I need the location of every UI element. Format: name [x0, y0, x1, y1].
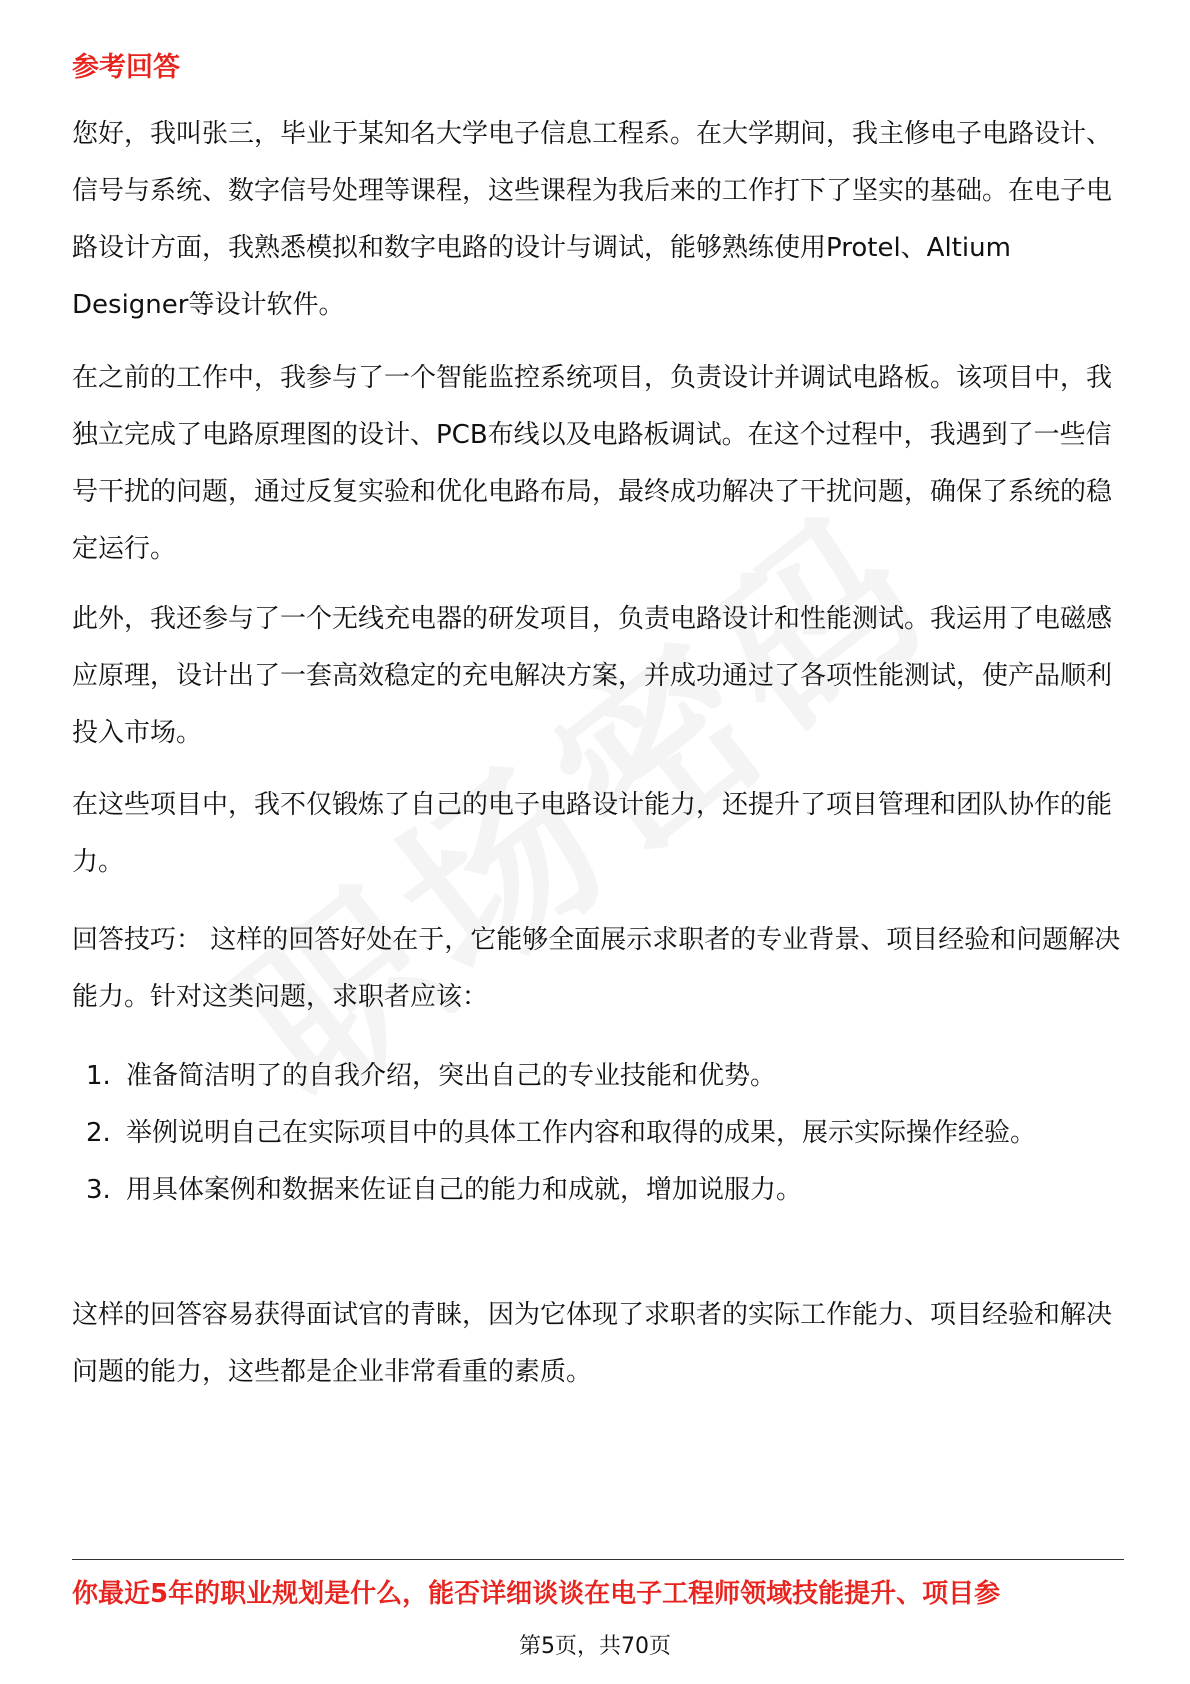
list-item [72, 1048, 1132, 1105]
list-item [72, 1105, 1132, 1162]
paragraph-tips-intro: 回答技巧： 这样的回答好处在于，它能够全面展示求职者的专业背景、项目经验和问题解决能力。针对这类问题，求职者应该： [72, 925, 1121, 1012]
list-item [72, 1162, 1132, 1219]
list-item-text: 举例说明自己在实际项目中的具体工作内容和取得的成果，展示实际操作经验。 [126, 1118, 1037, 1148]
list-number: 2. [86, 1118, 111, 1148]
list-number: 3. [86, 1175, 111, 1205]
next-question: 你最近5年的职业规划是什么，能否详细谈谈在电子工程师领域技能提升、项目参 [72, 1579, 1001, 1609]
tips-list [72, 1048, 1132, 1219]
list-item-text: 用具体案例和数据来佐证自己的能力和成就，增加说服力。 [126, 1175, 803, 1205]
paragraph-project-wireless: 此外，我还参与了一个无线充电器的研发项目，负责电路设计和性能测试。我运用了电磁感应原理，设计出了一套高效稳定的充电解决方案，并成功通过了各项性能测试，使产品顺利投入市场。 [72, 604, 1113, 748]
list-item-text: 准备简洁明了的自我介绍，突出自己的专业技能和优势。 [126, 1061, 777, 1091]
paragraph-project-monitoring: 在之前的工作中，我参与了一个智能监控系统项目，负责设计并调试电路板。该项目中，我独立完成了电路原理图的设计、PCB布线以及电路板调试。在这个过程中，我遇到了一些信号干扰的问题，通过反复实验和优化电路布局，最终成功解决了干扰问题，确保了系统的稳定运行。 [72, 363, 1113, 564]
paragraph-conclusion: 这样的回答容易获得面试官的青睐，因为它体现了求职者的实际工作能力、项目经验和解决问题的能力，这些都是企业非常看重的素质。 [72, 1300, 1113, 1387]
paragraph-summary: 在这些项目中，我不仅锻炼了自己的电子电路设计能力，还提升了项目管理和团队协作的能力。 [72, 790, 1113, 877]
divider [72, 1559, 1124, 1560]
paragraph-intro: 您好，我叫张三，毕业于某知名大学电子信息工程系。在大学期间，我主修电子电路设计、信号与系统、数字信号处理等课程，这些课程为我后来的工作打下了坚实的基础。在电子电路设计方面，我熟悉模拟和数字电路的设计与调试，能够熟练使用Protel、Altium Designer等设计软件。 [72, 119, 1113, 320]
list-number: 1. [86, 1061, 111, 1091]
section-heading: 参考回答 [72, 52, 180, 83]
page-number: 第5页，共70页 [519, 1634, 671, 1659]
